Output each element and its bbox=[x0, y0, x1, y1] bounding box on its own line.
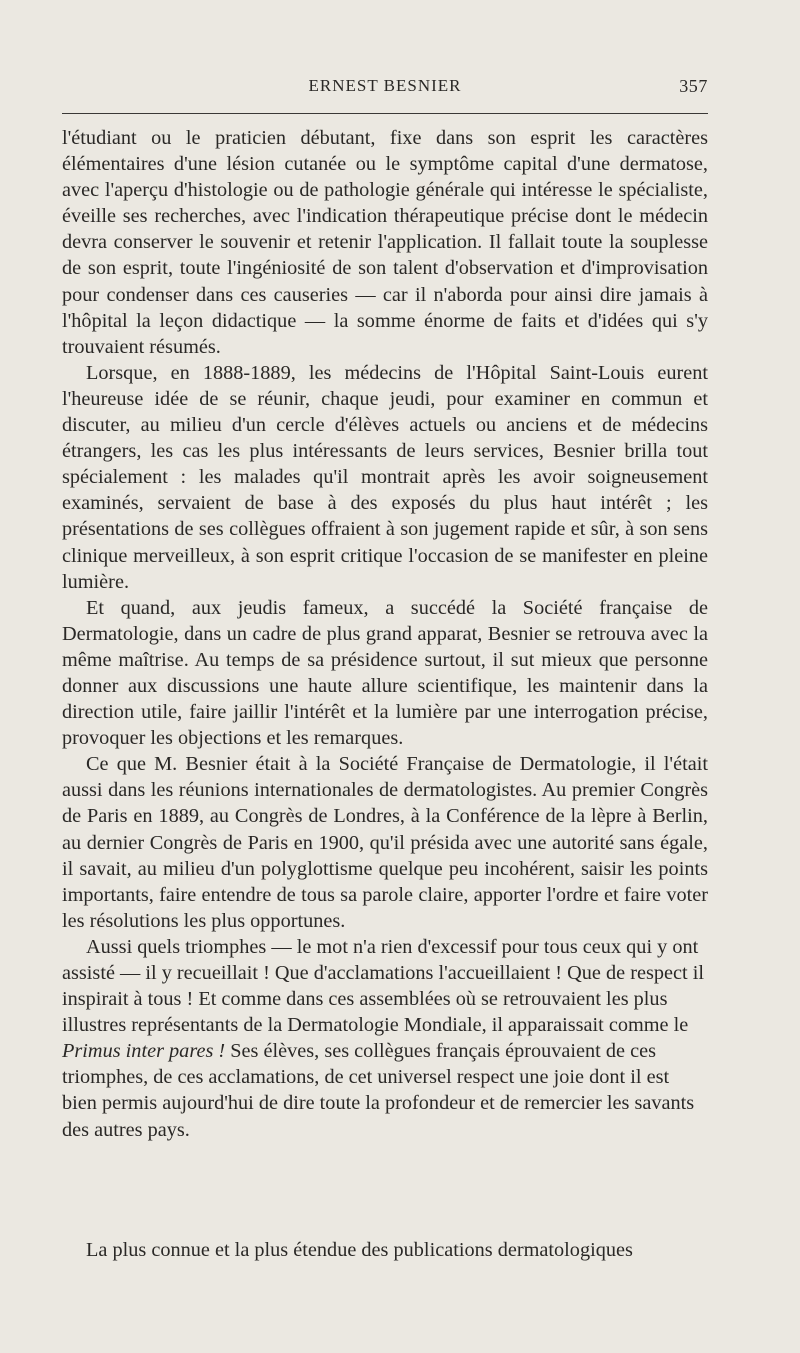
next-paragraph-start: La plus connue et la plus étendue des publications dermatologiques bbox=[86, 1239, 633, 1261]
paragraph-text: Ses élèves, ses collègues français éprouvaient de ces triomphes, de ces acclamations, de cet universel respect une joie dont il est bien permis aujourd'hui de dire toute la profondeur et de remercier les savants des autres pays. bbox=[62, 1040, 695, 1141]
page-number: 357 bbox=[679, 76, 708, 96]
latin-phrase: Primus inter pares ! bbox=[62, 1040, 226, 1063]
paragraph: Lorsque, en 1888-1889, les médecins de l'Hôpital Saint-Louis eurent l'heureuse idée de se réunir, chaque jeudi, pour examiner en commun et discuter, au milieu d'un cercle d'élèves actuels ou anciens et de médecins étrangers, les cas les plus intéressants de leurs services, Besnier brilla tout spécialement : les malades qu'il montrait après les avoir soigneusement examinés, servaient de base à des exposés du plus haut intérêt ; les présentations de ses collègues offraient à son jugement rapide et sûr, à son sens clinique merveilleux, à son esprit critique l'occasion de se manifester en pleine lumière. bbox=[62, 361, 708, 593]
header-rule bbox=[62, 113, 708, 114]
paragraph: Ce que M. Besnier était à la Société Française de Dermatologie, il l'était aussi dans les réunions internationales de dermatologistes. Au premier Congrès de Paris en 1889, au Congrès de Londres, à la Conférence de la lèpre à Berlin, au dernier Congrès de Paris en 1900, qu'il présida avec une autorité sans égale, il savait, au milieu d'un polyglottisme quelque peu incohérent, saisir les points importants, faire entendre de tous sa parole claire, apporter l'ordre et faire voter les résolutions les plus opportunes. bbox=[62, 753, 708, 932]
paragraph-text: Aussi quels triomphes — le mot n'a rien d'excessif pour tous ceux qui y ont assisté — il y recueillait ! Que d'acclamations l'accueillaient ! Que de respect il inspirait à tous ! Et comme dans ces assemblées où se retrouvaient les plus illustres représentants de la Dermatologie Mondiale, il apparaissait comme le bbox=[62, 935, 704, 1037]
running-title: ERNEST BESNIER bbox=[308, 76, 462, 95]
running-header bbox=[62, 72, 708, 102]
paragraph: Et quand, aux jeudis fameux, a succédé la Société française de Dermatologie, dans un cadre de plus grand apparat, Besnier se retrouva avec la même maîtrise. Au temps de sa présidence surtout, il sut mieux que personne donner aux discussions une haute allure scientifique, les maintenir dans la direction utile, faire jaillir l'intérêt et la lumière par une interrogation précise, provoquer les objections et les remarques. bbox=[62, 596, 708, 750]
paragraph: l'étudiant ou le praticien débutant, fixe dans son esprit les caractères élémentaires d'une lésion cutanée ou le symptôme capital d'une dermatose, avec l'aperçu d'histologie ou de pathologie générale qui intéresse le spécialiste, éveille ses recherches, avec l'indication thérapeutique précise dont le médecin devra conserver le souvenir et retenir l'application. Il fallait toute la souplesse de son esprit, toute l'ingéniosité de son talent d'observation et d'improvisation pour condenser dans ces causeries — car il n'aborda pour ainsi dire jamais à l'hôpital la leçon didactique — la somme énorme de faits et d'idées qui s'y trouvaient résumés. bbox=[62, 127, 708, 358]
body-text bbox=[62, 125, 708, 1143]
paragraph-final bbox=[62, 934, 708, 1143]
